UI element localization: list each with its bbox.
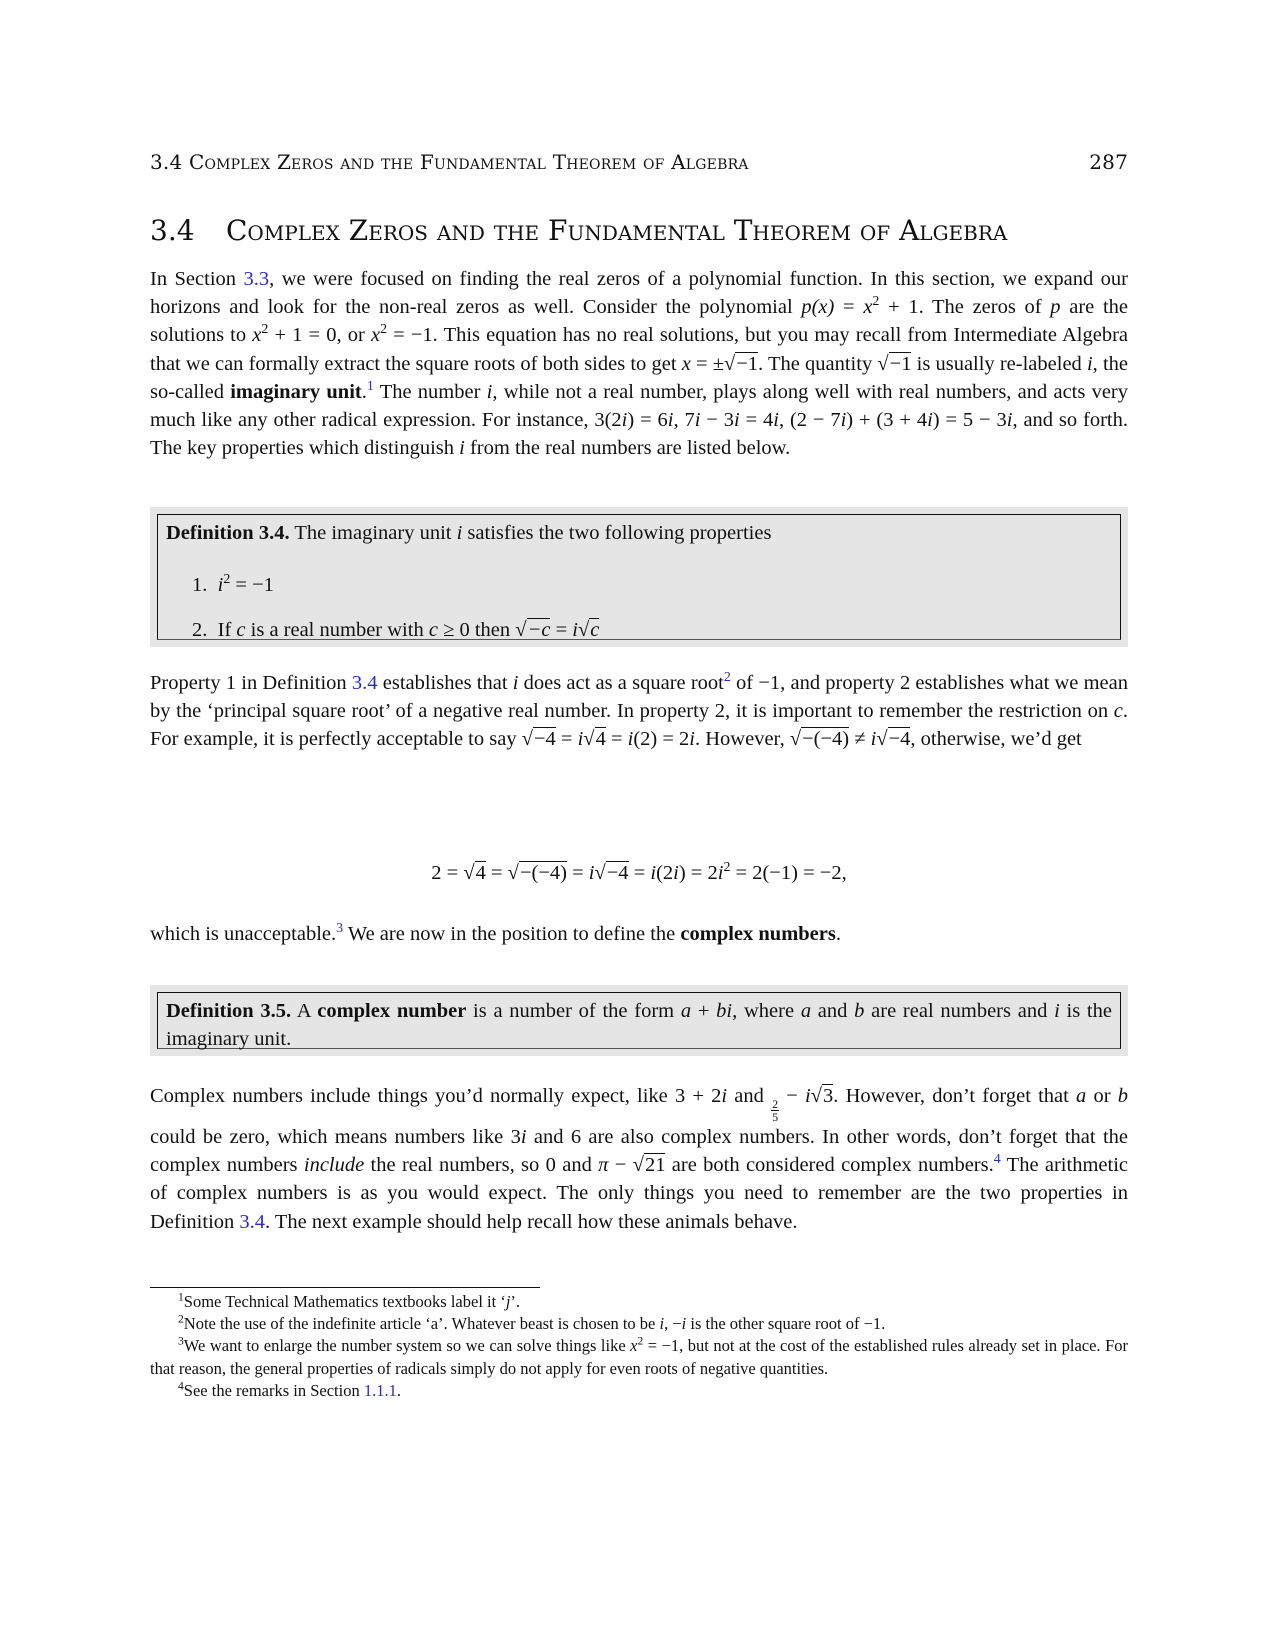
text: , − xyxy=(664,1314,682,1334)
radicand: −1 xyxy=(736,352,759,375)
text: does act as a square root xyxy=(518,672,724,694)
text: + 1. The zeros of xyxy=(879,296,1051,319)
term-complex-number: complex number xyxy=(317,1000,467,1022)
list-marker: 2. xyxy=(192,619,208,641)
text: In Section xyxy=(150,268,244,290)
text: , otherwise, we’d get xyxy=(910,728,1082,751)
radicand: c xyxy=(590,619,600,641)
text: If xyxy=(217,619,237,641)
fraction xyxy=(771,1098,779,1123)
radicand: 21 xyxy=(644,1154,666,1177)
radical-sign xyxy=(811,1085,822,1107)
footnote-mark: 1 xyxy=(178,1291,184,1304)
definition-label: Definition 3.4. xyxy=(166,522,290,544)
text: . xyxy=(835,923,841,945)
radicand: −4 xyxy=(533,728,556,751)
math: b xyxy=(1117,1085,1128,1107)
math: i xyxy=(217,574,224,596)
radicand: −c xyxy=(527,619,551,641)
text: ≠ xyxy=(849,728,871,751)
text: , (2 − 7 xyxy=(778,409,841,432)
math: i xyxy=(1006,409,1013,432)
footnote-2 xyxy=(150,1313,1128,1335)
text: = −1. This equation has no real solutions, but you may recall from Intermediate Algebra that we can formally extract the square roots of both sides to get xyxy=(150,324,1128,375)
text: or xyxy=(1086,1085,1118,1107)
math: i xyxy=(1086,352,1093,375)
text: + 1 = 0, or xyxy=(268,324,371,347)
text: is usually re-labeled xyxy=(911,352,1087,375)
radicand: −4 xyxy=(888,728,911,751)
radical-sign xyxy=(508,862,519,884)
footnote-4 xyxy=(150,1380,1128,1402)
text: . However, don’t forget that xyxy=(833,1085,1077,1107)
footnote-ref-3[interactable]: 3 xyxy=(336,921,344,937)
text: = −1 xyxy=(230,574,274,596)
text: Property 1 in Definition xyxy=(150,672,352,694)
math: c xyxy=(428,619,438,641)
text: . xyxy=(361,380,367,403)
text: + xyxy=(691,1000,717,1022)
radical-sign xyxy=(876,728,887,750)
list-marker: 1. xyxy=(192,574,208,596)
exponent: 2 xyxy=(872,294,880,310)
math: i xyxy=(627,728,634,751)
definition-3-4-box xyxy=(150,507,1128,647)
term-complex-numbers: complex numbers xyxy=(680,923,836,945)
math: i xyxy=(773,409,779,432)
math: i xyxy=(659,1314,665,1334)
math: i xyxy=(456,522,463,544)
radical-sign xyxy=(522,728,533,750)
math: i xyxy=(840,409,847,432)
text: satisfies the two following properties xyxy=(462,522,772,544)
text: is a real number with xyxy=(245,619,429,641)
text: are the solutions to xyxy=(150,296,1128,347)
math: x xyxy=(370,324,381,347)
footnote-mark: 4 xyxy=(178,1380,184,1393)
math: i xyxy=(927,409,933,432)
text: − xyxy=(608,1154,633,1177)
text: The arithmetic of complex numbers is as you would expect. The only things you need to remember are the two properties in Definition xyxy=(150,1154,1128,1233)
text: , we were focused on finding the real zeros of a polynomial function. In this section, we expand our horizons and look for the non-real zeros as well. Consider the polynomial xyxy=(150,268,1128,319)
math: a xyxy=(1076,1085,1087,1107)
text: , while not a real number, plays along well with real numbers, and acts very much like any other radical expression. For instance, 3(2 xyxy=(150,380,1128,432)
exponent: 2 xyxy=(637,1335,644,1348)
text: are real numbers and xyxy=(864,1000,1055,1022)
radicand: 4 xyxy=(595,728,606,751)
footnote-1 xyxy=(150,1291,1128,1313)
radical-sign xyxy=(583,728,594,750)
radical-sign xyxy=(515,619,526,641)
footnote-divider xyxy=(150,1287,540,1288)
footnote-3 xyxy=(150,1335,1128,1379)
text: = 4 xyxy=(739,409,774,432)
complex-numbers-paragraph xyxy=(150,1082,1128,1236)
math: i xyxy=(621,409,628,432)
math: c xyxy=(236,619,246,641)
math: i xyxy=(588,862,595,884)
section-link-1-1-1[interactable]: 1.1.1 xyxy=(363,1380,397,1400)
definition-3-5-box xyxy=(150,985,1128,1056)
text: (2) = 2 xyxy=(633,728,690,751)
emphasis: include xyxy=(303,1154,365,1177)
math: p(x) xyxy=(801,296,835,319)
text: ≥ 0 then xyxy=(437,619,516,641)
text: could be zero, which means numbers like 3 xyxy=(150,1126,521,1148)
math: x xyxy=(252,324,262,347)
transition-paragraph xyxy=(150,920,1128,948)
math: i xyxy=(512,672,519,694)
math: c xyxy=(1113,700,1123,723)
section-number: 3.4 xyxy=(150,214,195,247)
property-paragraph xyxy=(150,669,1128,754)
radical-sign xyxy=(463,862,474,884)
math: i xyxy=(870,728,877,751)
text: and 6 are also complex numbers. In other words, don’t forget that the complex numbers xyxy=(150,1126,1128,1177)
intro-paragraph xyxy=(150,265,1128,462)
text: See the remarks in Section xyxy=(183,1380,364,1400)
section-link-3-3[interactable]: 3.3 xyxy=(243,268,270,290)
text: = 2(−1) = −2, xyxy=(730,862,847,884)
exponent: 2 xyxy=(261,322,269,338)
text: . However, xyxy=(695,728,790,751)
text: of −1, and property 2 establishes what we mean by the ‘principal square root’ of a negative real number. In property 2, it is important to remember the restriction on xyxy=(150,672,1128,723)
text: = xyxy=(555,728,578,751)
text: ) = 2 xyxy=(678,862,718,884)
text: = ± xyxy=(690,352,724,375)
text: are both considered complex numbers. xyxy=(665,1154,994,1177)
radical-sign xyxy=(594,862,605,884)
text: The number xyxy=(373,380,487,403)
text: the real numbers, so 0 and xyxy=(364,1154,599,1177)
math: i xyxy=(717,862,724,884)
math: i xyxy=(805,1085,811,1107)
math: i xyxy=(577,728,584,751)
text: The imaginary unit xyxy=(289,522,457,544)
text: , the so-called xyxy=(150,352,1129,403)
text: We are now in the position to define the xyxy=(343,923,681,945)
text: ’. xyxy=(510,1292,521,1311)
definition-3-4-frame xyxy=(157,514,1121,640)
footnote-ref-2[interactable]: 2 xyxy=(723,670,731,686)
math: p xyxy=(1050,296,1061,319)
definition-3-4-statement xyxy=(166,519,1112,547)
text: , 7 xyxy=(673,409,695,432)
text: 2 = xyxy=(431,862,464,884)
footnote-ref-1[interactable]: 1 xyxy=(366,378,374,394)
math: i xyxy=(694,409,701,432)
radical-sign xyxy=(578,619,589,641)
text: We want to enlarge the number system so we can solve things like xyxy=(183,1336,631,1356)
exponent: 2 xyxy=(380,322,388,338)
math: j xyxy=(505,1292,511,1311)
radicand: −(−4) xyxy=(519,862,567,884)
math: b xyxy=(854,1000,865,1022)
radical-sign xyxy=(633,1154,644,1176)
radical-sign xyxy=(724,353,735,375)
math: i xyxy=(681,1314,687,1334)
denominator: 5 xyxy=(772,1110,779,1124)
math: i xyxy=(486,380,493,403)
page-number: 287 xyxy=(1089,150,1128,174)
math: x xyxy=(863,296,873,319)
text: = xyxy=(605,728,628,751)
definition-label: Definition 3.5. xyxy=(166,1000,292,1022)
math: i xyxy=(1054,1000,1060,1022)
text: (2 xyxy=(656,862,674,884)
math: x xyxy=(681,352,691,375)
math: i xyxy=(689,728,695,751)
text: . The quantity xyxy=(758,352,878,375)
text: which is unacceptable. xyxy=(150,923,337,945)
math: a xyxy=(680,1000,692,1022)
running-head-title: 3.4 Complex Zeros and the Fundamental Theorem of Algebra xyxy=(150,150,749,174)
running-head xyxy=(150,150,1128,174)
footnotes xyxy=(150,1291,1128,1402)
footnote-mark: 3 xyxy=(178,1335,184,1348)
definition-link-3-4[interactable]: 3.4 xyxy=(239,1210,266,1233)
text: = −1, but not at the cost of the established rules already set in place. For that reason, the general properties of radicals simply do not apply for even roots of negative quantities. xyxy=(150,1336,1128,1378)
math: bi xyxy=(716,1000,733,1022)
section-heading xyxy=(150,214,1128,247)
math: π xyxy=(598,1154,609,1177)
text: − xyxy=(779,1085,806,1107)
math: i xyxy=(733,409,740,432)
display-equation xyxy=(150,862,1128,885)
section-title: Complex Zeros and the Fundamental Theorem of Algebra xyxy=(226,214,1008,247)
footnote-mark: 2 xyxy=(178,1313,184,1326)
math: i xyxy=(673,862,679,884)
definition-link-3-4[interactable]: 3.4 xyxy=(351,672,378,694)
text: = xyxy=(834,296,864,319)
text: A xyxy=(291,1000,318,1022)
definition-3-5-frame xyxy=(157,992,1121,1049)
text: . The next example should help recall how these animals behave. xyxy=(265,1210,798,1233)
radicand: 3 xyxy=(823,1085,834,1107)
footnote-ref-4[interactable]: 4 xyxy=(993,1152,1001,1168)
text: and xyxy=(727,1085,772,1107)
text: Note the use of the indefinite article ‘a’. Whatever beast is chosen to be xyxy=(183,1314,660,1334)
text: establishes that xyxy=(377,672,513,694)
term-imaginary-unit: imaginary unit xyxy=(230,380,362,403)
text: from the real numbers are listed below. xyxy=(464,437,791,460)
text: ) = 5 − 3 xyxy=(932,409,1007,432)
text: , where xyxy=(732,1000,801,1022)
text: Some Technical Mathematics textbooks label it ‘ xyxy=(183,1292,506,1311)
exponent: 2 xyxy=(723,860,731,876)
text: . For example, it is perfectly acceptable to say xyxy=(150,700,1128,751)
math: a xyxy=(800,1000,812,1022)
text: = xyxy=(628,862,651,884)
exponent: 2 xyxy=(223,572,231,588)
text: is a number of the form xyxy=(466,1000,681,1022)
text: is the other square root of −1. xyxy=(686,1314,886,1334)
text: ) + (3 + 4 xyxy=(846,409,928,432)
text: = xyxy=(566,862,589,884)
text: . xyxy=(396,1380,401,1400)
definition-item-1 xyxy=(192,571,274,599)
radicand: −(−4) xyxy=(802,728,850,751)
text: Complex numbers include things you’d normally expect, like 3 + 2 xyxy=(150,1085,722,1107)
text: = xyxy=(485,862,508,884)
math: x xyxy=(630,1336,638,1356)
text: and xyxy=(811,1000,855,1022)
math: i xyxy=(520,1126,527,1148)
math: i xyxy=(721,1085,728,1107)
definition-item-2 xyxy=(192,616,599,644)
radicand: −1 xyxy=(889,352,912,375)
text: is the imaginary unit. xyxy=(166,1000,1112,1050)
text: ) = 6 xyxy=(627,409,668,432)
math: i xyxy=(459,437,465,460)
text: = xyxy=(550,619,573,641)
math: i xyxy=(650,862,657,884)
radical-sign xyxy=(790,728,801,750)
numerator: 2 xyxy=(772,1097,779,1111)
text: − 3 xyxy=(700,409,734,432)
radical-sign xyxy=(877,353,888,375)
text: , and so forth. The key properties which distinguish xyxy=(150,409,1128,460)
math: i xyxy=(572,619,578,641)
radicand: 4 xyxy=(475,862,486,884)
math: i xyxy=(667,409,674,432)
radicand: −4 xyxy=(606,862,629,884)
